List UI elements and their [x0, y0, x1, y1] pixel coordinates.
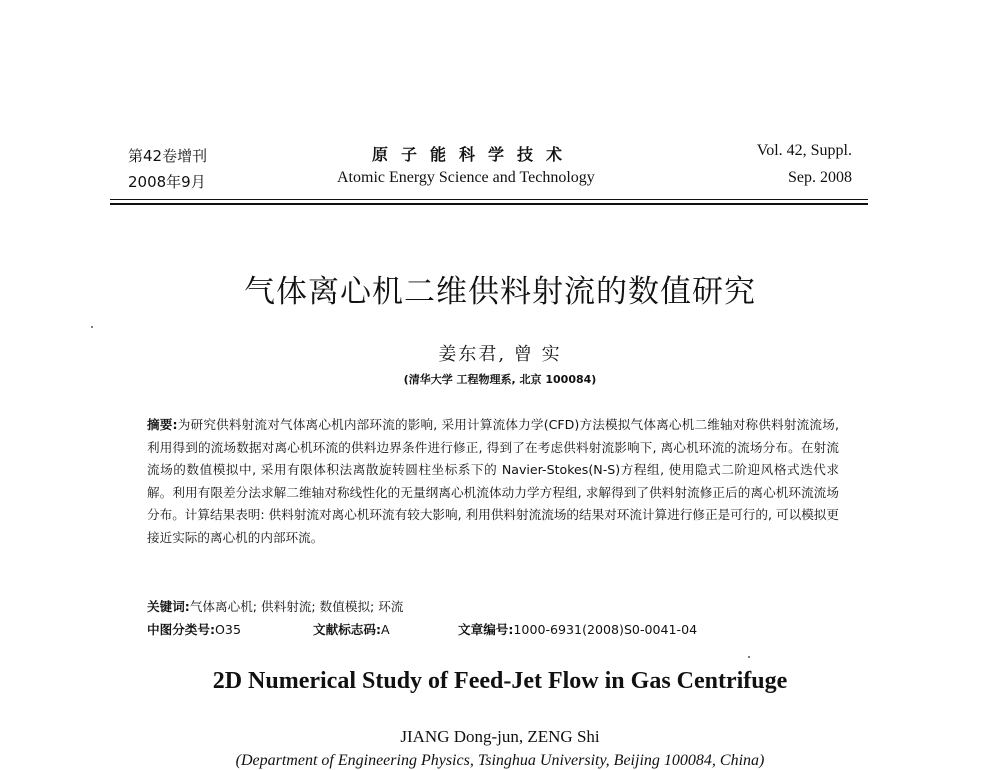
article-id-value: 1000-6931(2008)S0-0041-04	[513, 622, 698, 637]
authors-en: JIANG Dong-jun, ZENG Shi	[400, 727, 600, 746]
header-rule-thick	[110, 203, 868, 205]
abstract-cn	[147, 414, 839, 549]
doc-code-label: 文献标志码:	[313, 622, 382, 637]
doc-code-value: A	[381, 622, 390, 637]
date-cn: 2008年9月	[128, 173, 206, 191]
authors-cn: 姜东君, 曾 实	[438, 344, 562, 365]
clc-value: O35	[215, 622, 241, 637]
article-id	[458, 619, 697, 638]
abstract-label: 摘要:	[147, 417, 178, 432]
scan-speck	[748, 656, 750, 658]
article-title-cn: 气体离心机二维供料射流的数值研究	[244, 274, 756, 310]
article-title-en: 2D Numerical Study of Feed-Jet Flow in Gas Centrifuge	[212, 668, 788, 694]
clc-label: 中图分类号:	[147, 622, 216, 637]
volume-issue-cn: 第42卷增刊	[128, 147, 208, 165]
abstract-text: 为研究供料射流对气体离心机内部环流的影响, 采用计算流体力学(CFD)方法模拟气体离心机二维轴对称供料射流流场, 利用得到的流场数据对离心机环流的供料边界条件进行修正, 得到了在考虑供料射流影响下, 离心机环流的流场分布。在射流流场的数值模拟中, 采用有限体积法离散旋转圆柱坐标系下的 Navier-Stokes(N-S)方程组, 使用隐式二阶迎风格式迭代求解。利用有限差分法求解二维轴对称线性化的无量纲离心机流体动力学方程组, 求解得到了供料射流修正后的离心机环流流场分布。计算结果表明: 供料射流对离心机环流有较大影响, 利用供料射流流场的结果对环流计算进行修正是可行的, 可以模拟更接近实际的离心机的内部环流。	[147, 417, 839, 545]
volume-issue-en: Vol. 42, Suppl.	[756, 142, 852, 159]
journal-title-en: Atomic Energy Science and Technology	[337, 169, 595, 186]
affiliation-cn: (清华大学 工程物理系, 北京 100084)	[403, 373, 597, 386]
header-rule-thin	[110, 199, 868, 200]
clc-number	[147, 619, 241, 638]
affiliation-en: (Department of Engineering Physics, Tsinghua University, Beijing 100084, China)	[235, 752, 765, 769]
scan-speck	[91, 326, 93, 328]
keywords-text: 气体离心机; 供料射流; 数值模拟; 环流	[189, 599, 404, 614]
document-code	[313, 619, 390, 638]
keywords-label: 关键词:	[147, 599, 190, 614]
keywords	[147, 596, 403, 615]
date-en: Sep. 2008	[788, 169, 852, 186]
article-id-label: 文章编号:	[458, 622, 514, 637]
journal-title-cn: 原子能科学技术	[372, 145, 576, 164]
